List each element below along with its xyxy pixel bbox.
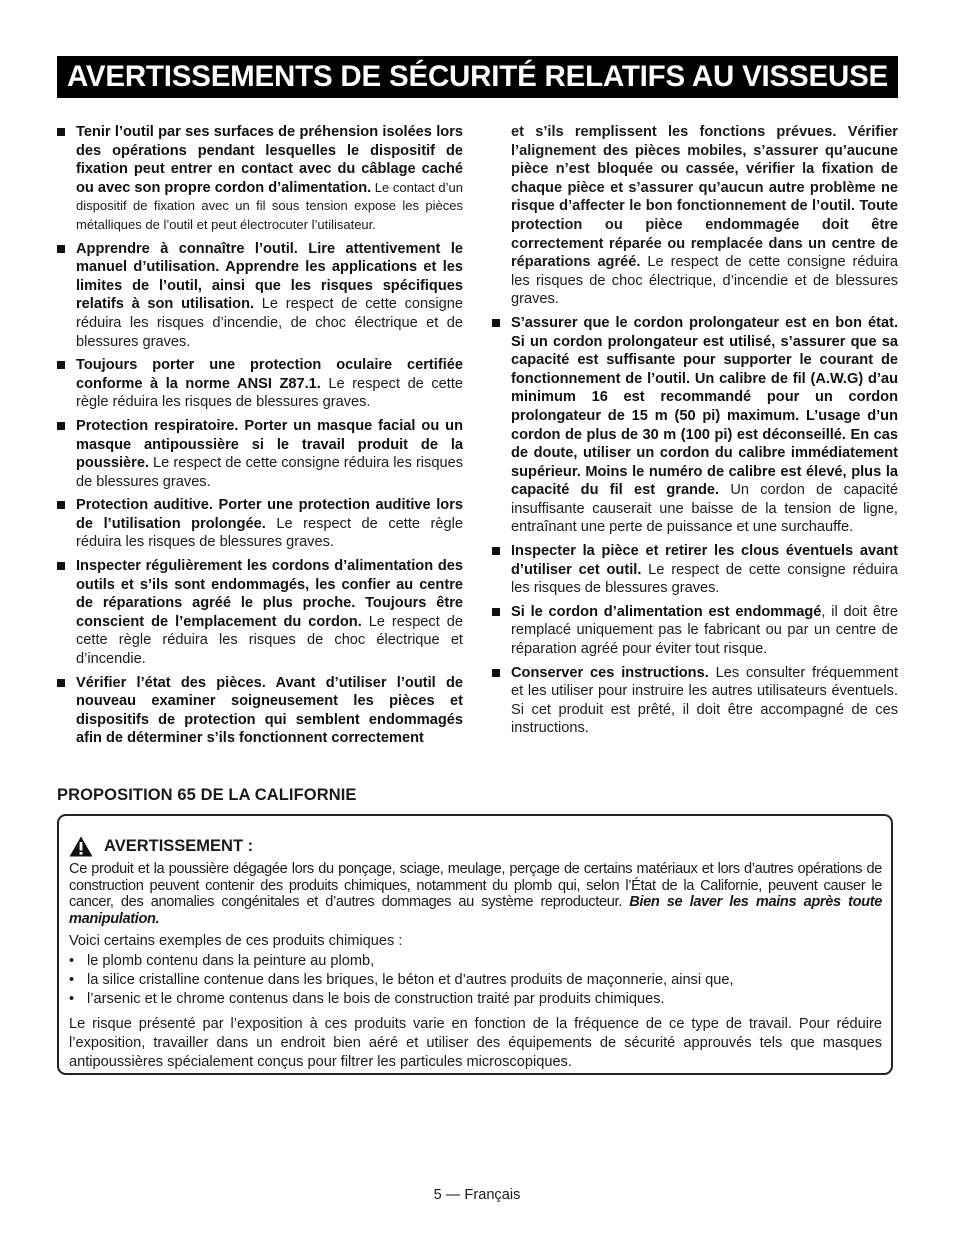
square-bullet-icon bbox=[57, 128, 65, 136]
safety-item-text: Le respect de cette règle réduira les risques de blessures graves. bbox=[76, 375, 463, 411]
safety-item-bold: Conserver ces instructions. bbox=[511, 664, 709, 681]
safety-item-bold: Protection auditive. Porter une protection auditive lors de l’utilisation prolongée. bbox=[76, 497, 463, 532]
warning-paragraph-2: Le risque présenté par l’exposition à ces produits varie en fonction de la fréquence de ce type de travail. Pour réduire l’exposition, travailler dans un endroit bien aéré et utiliser des équipements de sécurité approuvés tels que masques antipoussières spécialement conçus pour filtrer les particules microscopiques. bbox=[69, 1015, 882, 1070]
page-title: AVERTISSEMENTS DE SÉCURITÉ RELATIFS AU VISSEUSE bbox=[66, 60, 889, 93]
safety-item-text: Le respect de cette consigne réduira les risques de blessures graves. bbox=[511, 561, 898, 597]
safety-item-text: Les consulter fréquemment et les utiliser pour instruire les autres utilisateurs éventuels. Si cet produit est prêté, il doit être accompagné de ces instructions. bbox=[511, 664, 898, 737]
section-title-bar bbox=[57, 56, 898, 98]
safety-item-text: , il doit être remplacé uniquement pas le fabricant ou par un centre de réparation agréé pour éviter tout risque. bbox=[511, 603, 898, 658]
list-item-text: le plomb contenu dans la peinture au plomb, bbox=[87, 952, 375, 969]
page-footer: 5 — Français bbox=[433, 1187, 521, 1203]
square-bullet-icon bbox=[57, 501, 65, 509]
left-column bbox=[57, 123, 463, 753]
safety-item bbox=[492, 664, 898, 738]
safety-item bbox=[492, 314, 898, 537]
safety-item-bold: Inspecter régulièrement les cordons d’alimentation des outils et s’ils sont endommagés, les confier au centre de réparations agréé le plus proche. Toujours être conscient de l’emplacement du cordon. bbox=[76, 558, 463, 630]
safety-item bbox=[57, 557, 463, 669]
safety-item bbox=[57, 496, 463, 552]
prop65-warning-box bbox=[57, 814, 893, 1075]
square-bullet-icon bbox=[492, 319, 500, 327]
safety-item bbox=[57, 674, 463, 748]
safety-item-bold: et s’ils remplissent les fonctions prévues. Vérifier l’alignement des pièces mobiles, s’assurer qu’aucune pièce n’est bloquée ou cassée, vérifier la fixation de chaque pièce et s’assurer qu’aucun autre problème ne risque d’affecter le bon fonctionnement de l’outil. Toute protection ou pièce endommagée doit être correctement réparée ou remplacée dans un centre de réparations agréé. bbox=[511, 124, 898, 271]
square-bullet-icon bbox=[57, 422, 65, 430]
list-item-text: l’arsenic et le chrome contenus dans le bois de construction traité par produits chimiques. bbox=[87, 990, 665, 1007]
list-item-text: la silice cristalline contenue dans les briques, le béton et d’autres produits de maçonnerie, ainsi que, bbox=[87, 971, 734, 988]
safety-item-text: Le respect de cette consigne réduira les risques de choc électrique, d’incendie et de blessures graves. bbox=[511, 254, 898, 308]
warning-header bbox=[69, 836, 882, 857]
square-bullet-icon bbox=[492, 669, 500, 677]
safety-item-text: Le respect de cette consigne réduira les risques d’incendie, de choc électrique et de blessures graves. bbox=[76, 296, 463, 350]
safety-item-text: Le contact d’un dispositif de fixation avec un fil sous tension expose les pièces métalliques de l’outil et peut électrocuter l’utilisateur. bbox=[76, 179, 463, 232]
square-bullet-icon bbox=[492, 547, 500, 555]
right-column bbox=[492, 123, 898, 743]
safety-item bbox=[57, 240, 463, 352]
safety-item-text: Le respect de cette règle réduira les risques de blessures graves. bbox=[76, 515, 464, 551]
safety-item-text: Le respect de cette consigne réduira les risques de blessures graves. bbox=[76, 455, 463, 490]
safety-item-bold: Toujours porter une protection oculaire certifiée conforme à la norme ANSI Z87.1. bbox=[76, 357, 463, 392]
warning-label: AVERTISSEMENT : bbox=[104, 837, 254, 856]
list-item bbox=[69, 952, 882, 971]
bullet-dot-icon: • bbox=[69, 990, 75, 1007]
safety-item bbox=[492, 603, 898, 659]
safety-item bbox=[57, 417, 463, 491]
examples-intro: Voici certains exemples de ces produits chimiques : bbox=[69, 933, 403, 950]
bullet-dot-icon: • bbox=[69, 952, 75, 969]
safety-item-bold: Tenir l’outil par ses surfaces de préhension isolées lors des opérations pendant lesquelles le dispositif de fixation peut entrer en contact avec du câblage caché ou avec son propre cordon d’alimentation. bbox=[76, 124, 463, 196]
list-item bbox=[69, 990, 882, 1009]
safety-item bbox=[57, 356, 463, 412]
safety-item-bold: Inspecter la pièce et retirer les clous éventuels avant d’utiliser cet outil. bbox=[511, 543, 898, 578]
prop65-heading: PROPOSITION 65 DE LA CALIFORNIE bbox=[57, 786, 357, 804]
warning-paragraph-text: Ce produit et la poussière dégagée lors du ponçage, sciage, meulage, perçage de certains matériaux et lors d’autres opérations de construction peuvent contenir des produits chimiques, notamment du plomb qui, selon l’État de la Californie, peuvent causer le cancer, des anomalies congénitales et d’autres dommages au système reproducteur. bbox=[69, 861, 882, 911]
safety-item-bold: Vérifier l’état des pièces. Avant d’utiliser l’outil de nouveau examiner soigneusement les pièces et dispositifs de protection qui semblent endommagés afin de déterminer s’ils fonctionnent correctement bbox=[76, 674, 463, 747]
safety-item bbox=[57, 123, 463, 235]
safety-item-text: Le respect de cette règle réduira les risques de choc électrique et d’incendie. bbox=[76, 613, 463, 668]
square-bullet-icon bbox=[492, 608, 500, 616]
safety-item-continuation bbox=[492, 123, 898, 309]
square-bullet-icon bbox=[57, 361, 65, 369]
safety-item-text: Un cordon de capacité insuffisante causerait une baisse de la tension de ligne, entraînant une perte de puissance et une surchauffe. bbox=[511, 482, 898, 536]
safety-item-bold: Si le cordon d’alimentation est endommagé bbox=[511, 603, 822, 620]
safety-item-bold: Protection respiratoire. Porter un masque facial ou un masque antipoussière si le travail produit de la poussière. bbox=[76, 417, 463, 472]
safety-item-bold: Apprendre à connaître l’outil. Lire attentivement le manuel d’utilisation. Apprendre les applications et les limites de l’outil, ainsi que les risques spécifiques relatifs à son utilisation. bbox=[76, 240, 463, 313]
safety-item bbox=[492, 542, 898, 598]
square-bullet-icon bbox=[57, 679, 65, 687]
list-item bbox=[69, 971, 882, 990]
square-bullet-icon bbox=[57, 245, 65, 253]
warning-paragraph bbox=[69, 861, 882, 927]
bullet-dot-icon: • bbox=[69, 971, 75, 988]
safety-item-bold: S’assurer que le cordon prolongateur est en bon état. Si un cordon prolongateur est utilisé, s’assurer que sa capacité est suffisante pour supporter le courant de fonctionnement de l’outil. Un calibre de fil (A.W.G) d’au minimum 16 est recommandé pour un cordon prolongateur de 15 m (50 pi) maximum. L’usage d’un cordon de plus de 30 m (100 pi) est déconseillé. En cas de doute, utiliser un cordon du calibre immédiatement supérieur. Moins le numéro de calibre est élevé, plus la capacité du fil est grande. bbox=[511, 314, 898, 499]
warning-triangle-icon bbox=[69, 836, 93, 857]
examples-list bbox=[69, 952, 882, 1009]
square-bullet-icon bbox=[57, 562, 65, 570]
warning-emphasis: Bien se laver les mains après toute manipulation. bbox=[69, 894, 882, 927]
